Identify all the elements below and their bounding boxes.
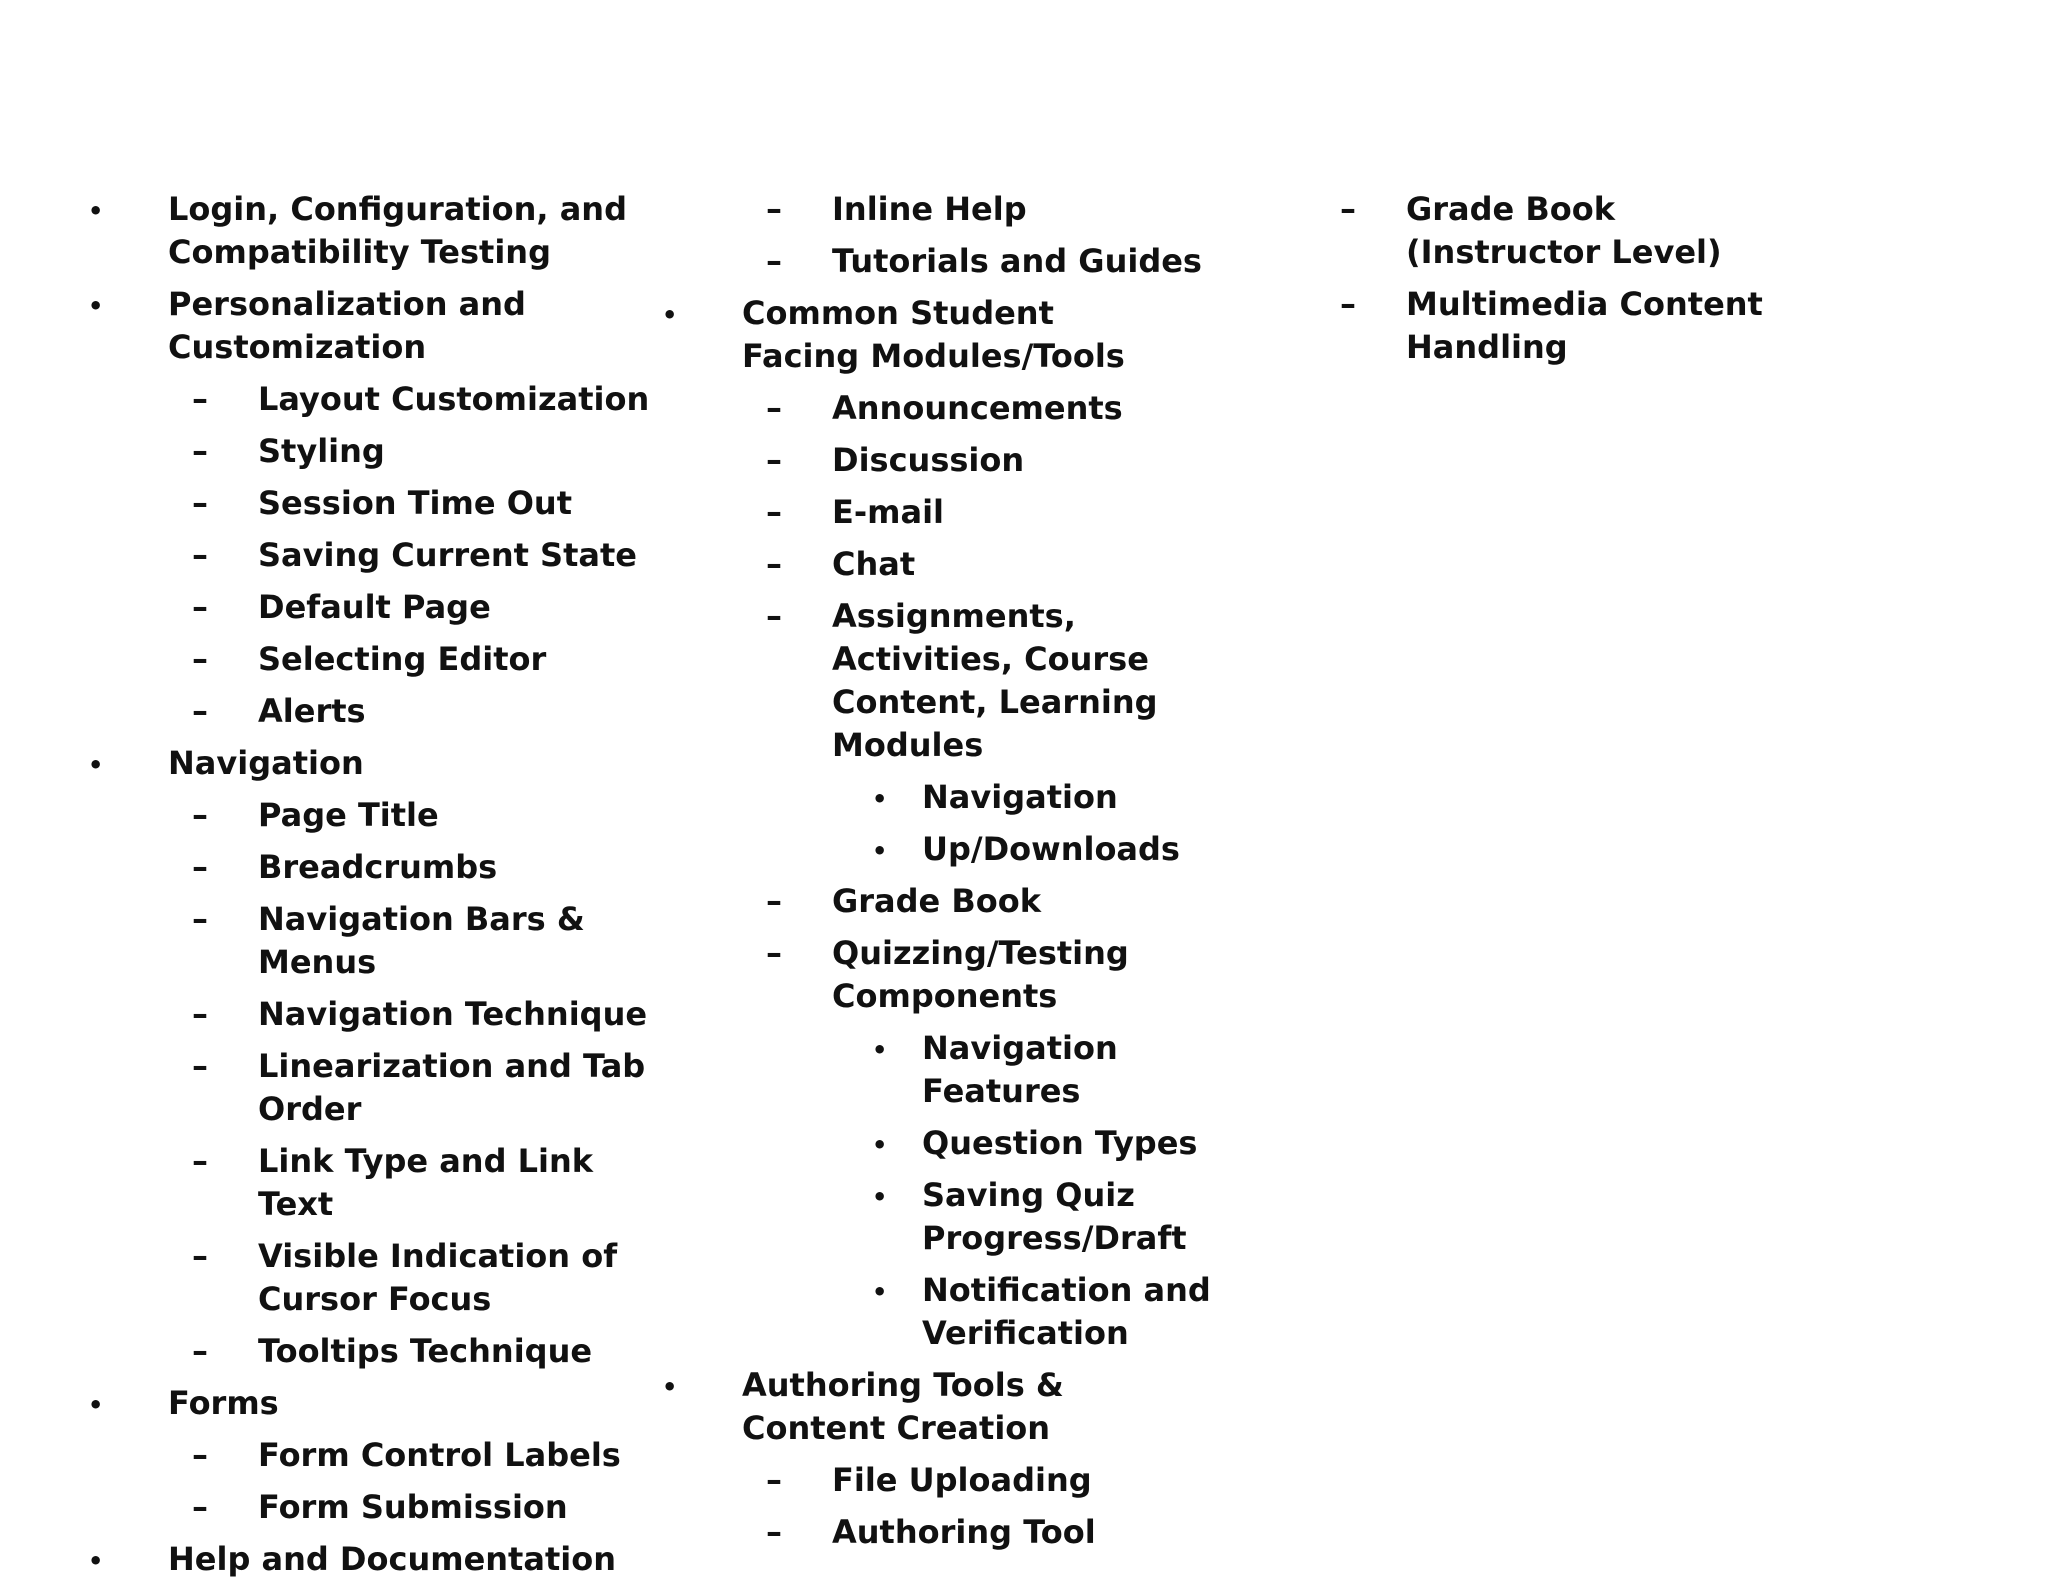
dash-bullet: – xyxy=(192,380,208,418)
outline-item-text: Question Types xyxy=(922,1124,1198,1162)
outline-item-text: Forms xyxy=(168,1384,279,1422)
outline-item-text: Page Title xyxy=(258,796,439,834)
dot-bullet: • xyxy=(872,1131,888,1159)
outline-item-text: Form Submission xyxy=(258,1488,568,1526)
outline-item xyxy=(0,1027,1240,1113)
dash-bullet: – xyxy=(766,389,782,427)
dash-bullet: – xyxy=(766,493,782,531)
dash-bullet: – xyxy=(766,934,782,972)
dash-bullet: – xyxy=(192,1488,208,1526)
outline-item-text: Inline Help xyxy=(832,190,1027,228)
dot-bullet: • xyxy=(88,197,104,225)
dot-bullet: • xyxy=(88,751,104,779)
outline-item-text: Saving Current State xyxy=(258,536,637,574)
outline-item xyxy=(0,932,1240,1018)
dot-bullet: • xyxy=(88,1547,104,1575)
dash-bullet: – xyxy=(766,1461,782,1499)
outline-item-text: Saving Quiz Progress/Draft xyxy=(922,1176,1187,1257)
outline-item xyxy=(0,491,1240,534)
outline-item-text: Common Student Facing Modules/Tools xyxy=(742,294,1125,375)
outline-item xyxy=(0,1269,1240,1355)
outline-item-text: Default Page xyxy=(258,588,491,626)
dash-bullet: – xyxy=(766,1513,782,1551)
outline-item-text: Up/Downloads xyxy=(922,830,1180,868)
dash-bullet: – xyxy=(766,190,782,228)
dash-bullet: – xyxy=(192,692,208,730)
outline-item xyxy=(0,828,1240,871)
outline-item-text: Authoring Tools & Content Creation xyxy=(742,1366,1064,1447)
outline-item-text: Navigation xyxy=(168,744,364,782)
outline-item-text: E-mail xyxy=(832,493,945,531)
outline-item-text: Authoring Tool xyxy=(832,1513,1096,1551)
outline-item xyxy=(0,880,1240,923)
dash-bullet: – xyxy=(766,545,782,583)
dash-bullet: – xyxy=(766,242,782,280)
dot-bullet: • xyxy=(872,1278,888,1306)
dash-bullet: – xyxy=(192,848,208,886)
dash-bullet: – xyxy=(192,1332,208,1370)
outline-item-text: Notification and Verification xyxy=(922,1271,1211,1352)
outline-item-text: Announcements xyxy=(832,389,1123,427)
dot-bullet: • xyxy=(872,1183,888,1211)
outline-item-text: Selecting Editor xyxy=(258,640,547,678)
outline-item-text: Multimedia Content Handling xyxy=(1406,285,1763,366)
dash-bullet: – xyxy=(192,588,208,626)
dot-bullet: • xyxy=(872,1036,888,1064)
dash-bullet: – xyxy=(192,432,208,470)
outline-item-text: Help and Documentation xyxy=(168,1540,616,1578)
dash-bullet: – xyxy=(1340,190,1356,228)
outline-item-text: Link Type and Link Text xyxy=(258,1142,594,1223)
dash-bullet: – xyxy=(766,441,782,479)
outline-item-text: Navigation Features xyxy=(922,1029,1118,1110)
dot-bullet: • xyxy=(662,301,678,329)
outline-item-text: Chat xyxy=(832,545,916,583)
dot-bullet: • xyxy=(88,1391,104,1419)
outline-item-text: Alerts xyxy=(258,692,366,730)
outline-item-text: Personalization and Customization xyxy=(168,285,526,366)
outline-item-text: Linearization and Tab Order xyxy=(258,1047,646,1128)
dash-bullet: – xyxy=(192,995,208,1033)
outline-item xyxy=(0,188,1800,274)
outline-item-text: Grade Book xyxy=(832,882,1042,920)
outline-item xyxy=(0,1511,1240,1554)
dash-bullet: – xyxy=(1340,285,1356,323)
dash-bullet: – xyxy=(192,484,208,522)
outline-item-text: Visible Indication of Cursor Focus xyxy=(258,1237,618,1318)
outline-item-text: Discussion xyxy=(832,441,1025,479)
outline-item-text: Tutorials and Guides xyxy=(832,242,1202,280)
outline-item xyxy=(0,1459,1240,1502)
outline-item-text: Tooltips Technique xyxy=(258,1332,593,1370)
outline-item-text: Login, Configuration, and Compatibility Testing xyxy=(168,190,627,271)
dash-bullet: – xyxy=(192,796,208,834)
outline-item-text: File Uploading xyxy=(832,1461,1092,1499)
outline-item-text: Navigation Bars & Menus xyxy=(258,900,585,981)
outline-item xyxy=(0,1174,1240,1260)
dot-bullet: • xyxy=(88,292,104,320)
outline-item-text: Assignments, Activities, Course Content, Learning Modules xyxy=(832,597,1158,764)
dash-bullet: – xyxy=(192,1047,208,1085)
dot-bullet: • xyxy=(872,785,888,813)
outline-item-text: Form Control Labels xyxy=(258,1436,621,1474)
outline-column-3 xyxy=(0,188,1800,378)
dot-bullet: • xyxy=(662,1373,678,1401)
outline-item-text: Grade Book (Instructor Level) xyxy=(1406,190,1722,271)
outline-item xyxy=(0,776,1240,819)
outline-item-text: Navigation Technique xyxy=(258,995,648,1033)
dash-bullet: – xyxy=(192,536,208,574)
outline-item xyxy=(0,595,1240,767)
outline-item xyxy=(0,543,1240,586)
outline-item-text: Navigation xyxy=(922,778,1118,816)
outline-item-text: Styling xyxy=(258,432,385,470)
outline-item xyxy=(0,1122,1240,1165)
dash-bullet: – xyxy=(192,900,208,938)
dash-bullet: – xyxy=(192,1237,208,1275)
dash-bullet: – xyxy=(192,1436,208,1474)
dot-bullet: • xyxy=(872,837,888,865)
dash-bullet: – xyxy=(766,882,782,920)
outline-column-2 xyxy=(0,188,1240,1563)
outline-item-text: Session Time Out xyxy=(258,484,572,522)
outline-item xyxy=(0,283,1800,369)
outline-item-text: Quizzing/Testing Components xyxy=(832,934,1129,1015)
outline-item-text: Layout Customization xyxy=(258,380,650,418)
dash-bullet: – xyxy=(766,597,782,635)
outline-item xyxy=(0,1364,1240,1450)
dash-bullet: – xyxy=(192,1142,208,1180)
outline-item xyxy=(0,439,1240,482)
dash-bullet: – xyxy=(192,640,208,678)
outline-item-text: Breadcrumbs xyxy=(258,848,498,886)
outline-item xyxy=(0,387,1240,430)
